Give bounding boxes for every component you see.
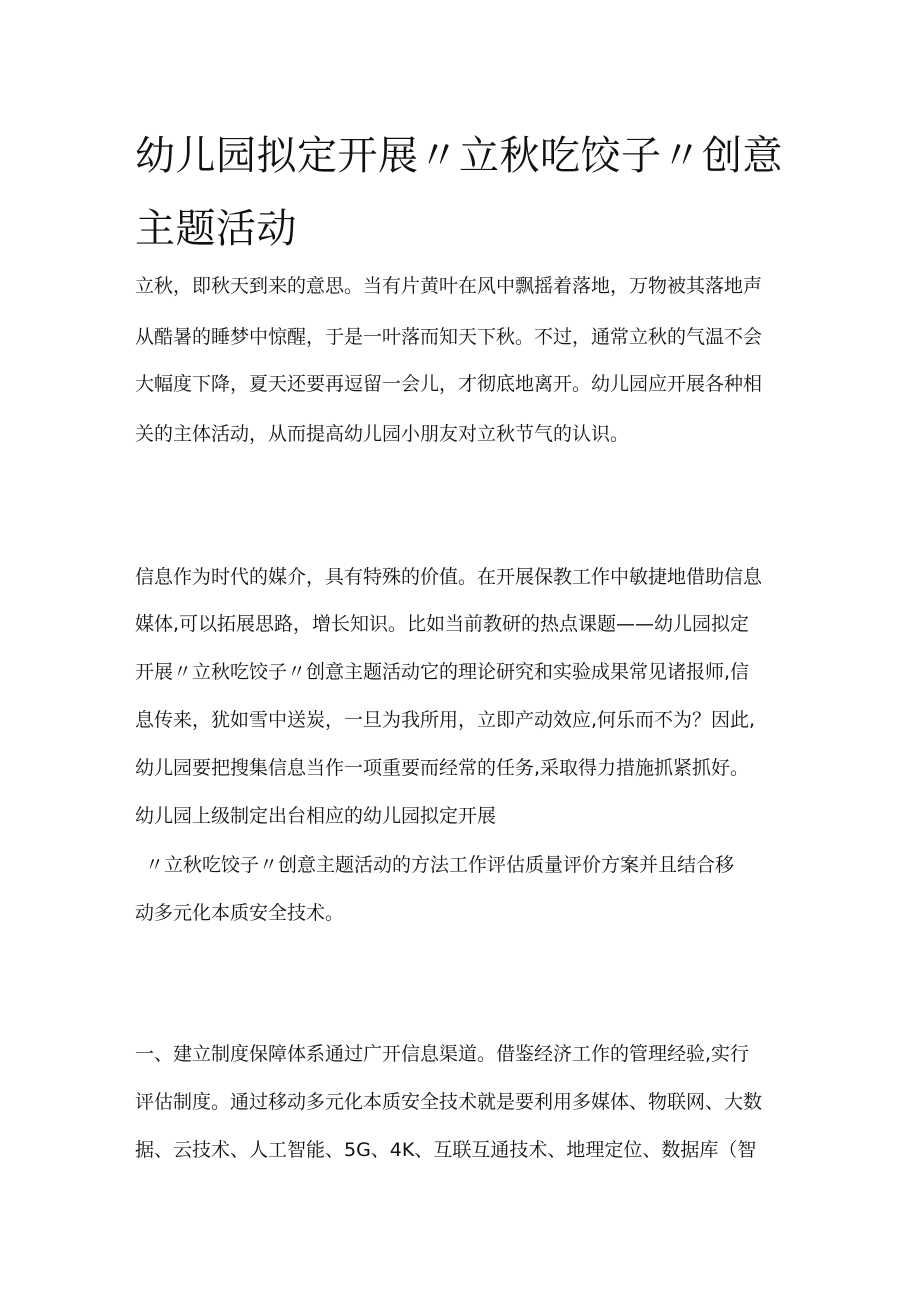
paragraph-2-line: 媒体,可以拓展思路，增长知识。比如当前教研的热点课题——幼儿园拟定 — [135, 613, 750, 635]
paragraph-1-line: 关的主体活动，从而提高幼儿园小朋友对立秋节气的认识。 — [135, 423, 630, 445]
paragraph-2-line: 动多元化本质安全技术。 — [135, 902, 345, 924]
paragraph-2-line: 幼儿园要把搜集信息当作一项重要而经常的任务,采取得力措施抓紧抓好。 — [135, 757, 750, 779]
paragraph-3-line: 据、云技术、人工智能、5G、4K、互联互通技术、地理定位、数据库（智 — [135, 1139, 757, 1161]
paragraph-2-line: 息传来，犹如雪中送炭，一旦为我所用，立即产动效应,何乐而不为？因此, — [135, 709, 756, 731]
paragraph-2-line: 开展〃立秋吃饺子〃创意主题活动它的理论研究和实验成果常见诸报师,信 — [135, 661, 750, 683]
document-title-line-1: 幼儿园拟定开展〃立秋吃饺子〃创意 — [135, 133, 783, 179]
paragraph-1-line: 大幅度下降，夏天还要再逗留一会儿，才彻底地离开。幼儿园应开展各种相 — [135, 373, 763, 395]
paragraph-3-line: 一、建立制度保障体系通过广开信息渠道。借鉴经济工作的管理经验,实行 — [135, 1043, 750, 1065]
paragraph-1-line: 从酷暑的睡梦中惊醒，于是一叶落而知天下秋。不过，通常立秋的气温不会 — [135, 326, 763, 348]
paragraph-1-line: 立秋，即秋天到来的意思。当有片黄叶在风中飘摇着落地，万物被其落地声 — [135, 275, 763, 297]
paragraph-2-line: 〃立秋吃饺子〃创意主题活动的方法工作评估质量评价方案并且结合移 — [145, 854, 735, 876]
document-title-line-2: 主题活动 — [135, 206, 297, 252]
paragraph-2-line: 幼儿园上级制定出台相应的幼儿园拟定开展 — [135, 805, 497, 827]
paragraph-3-line: 评估制度。通过移动多元化本质安全技术就是要利用多媒体、物联网、大数 — [135, 1091, 763, 1113]
paragraph-2-line: 信息作为时代的媒介，具有特殊的价值。在开展保教工作中敏捷地借助信息 — [135, 566, 763, 588]
